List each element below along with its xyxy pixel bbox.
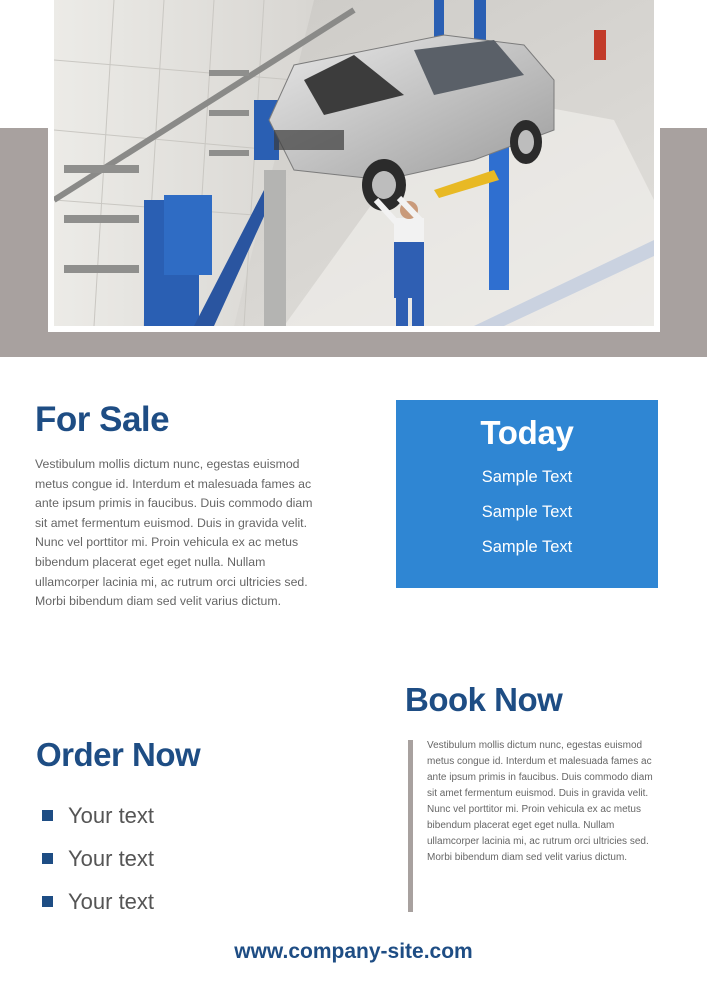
book-now-body: Vestibulum mollis dictum nunc, egestas euismod metus congue id. Interdum et malesuada fames ac ante ipsum primis in faucibus. Duis commodo diam sit amet fermentum euismod. Duis in gravida velit. Nunc vel porttitor mi. Proin vehicula ex ac metus bibendum placerat eget eget nulla. Nullam ullamcorper lacinia mi, ac rutrum orci ultricies sed. Morbi bibendum diam sed velit varius dictum. [427,740,653,863]
order-list-item [42,837,154,880]
today-item: Sample Text [481,503,573,521]
order-list-item [42,880,154,923]
today-box [396,400,658,588]
square-bullet-icon [42,896,53,907]
order-now-list [42,794,154,923]
book-now-accent-bar [408,740,413,912]
order-item-text: Your text [68,802,155,828]
book-now-title: Book Now [405,681,563,718]
for-sale-body: Vestibulum mollis dictum nunc, egestas euismod metus congue id. Interdum et malesuada fames ac ante ipsum primis in faucibus. Duis commodo diam sit amet fermentum euismod. Duis in gravida velit. Nunc vel porttitor mi. Proin vehicula ex ac metus bibendum placerat eget eget nulla. Nullam ullamcorper lacinia mi, ac rutrum orci ultricies sed. Morbi bibendum diam sed velit varius dictum. [35,457,313,609]
company-website-link[interactable]: www.company-site.com [234,940,473,963]
car-repair-garage-photo [54,0,654,326]
order-item-text: Your text [68,845,155,871]
for-sale-title: For Sale [35,400,170,439]
order-item-text: Your text [68,888,155,914]
square-bullet-icon [42,853,53,864]
order-now-title: Order Now [36,736,201,773]
order-list-item [42,794,154,837]
today-title: Today [480,414,574,451]
today-item: Sample Text [481,538,573,556]
square-bullet-icon [42,810,53,821]
today-item: Sample Text [481,468,573,486]
